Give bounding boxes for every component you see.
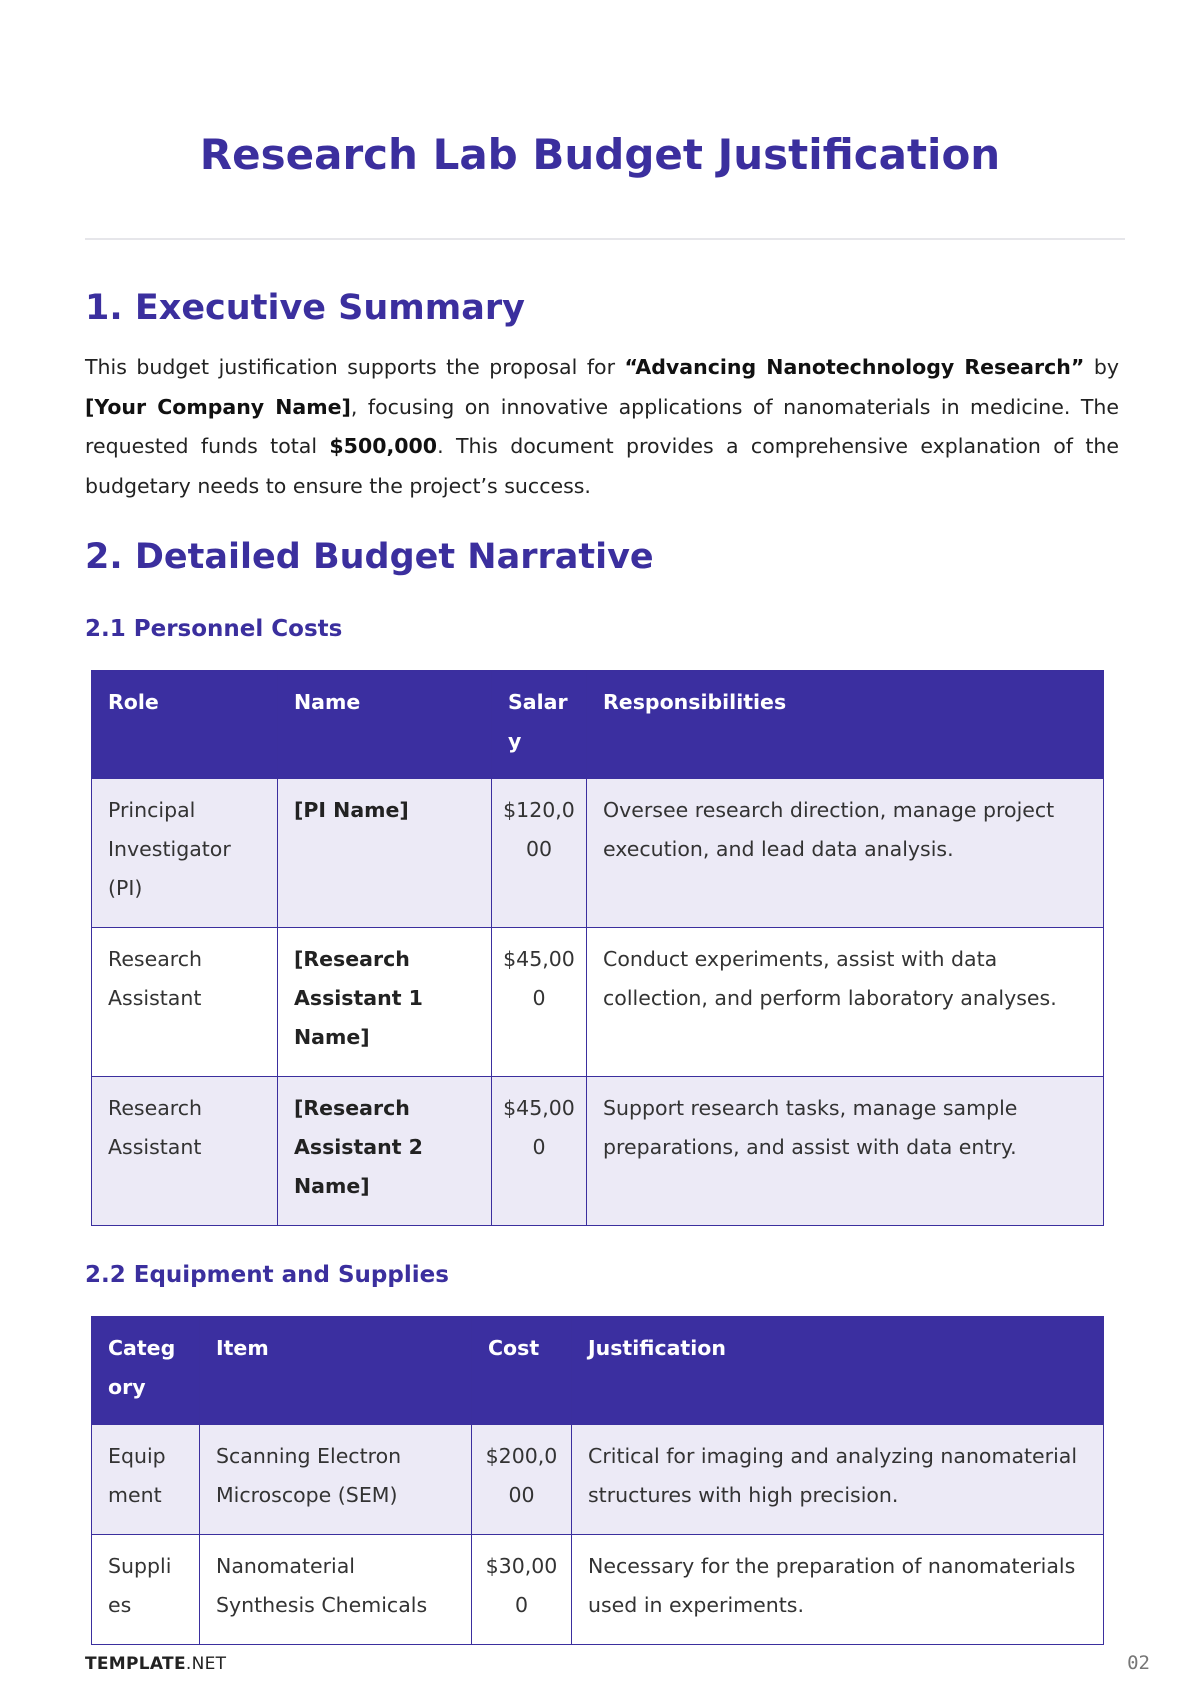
column-header-salary: Salary	[492, 671, 587, 779]
table-row	[92, 779, 1104, 928]
table-header-row	[92, 1317, 1104, 1425]
cell-justification: Necessary for the preparation of nanomaterials used in experiments.	[572, 1535, 1104, 1645]
page-number: 02	[1127, 1652, 1150, 1674]
table-row	[92, 928, 1104, 1077]
table-row	[92, 1425, 1104, 1535]
cell-name: [Research Assistant 2 Name]	[278, 1077, 492, 1226]
cell-role: Research Assistant	[92, 928, 278, 1077]
column-header-category: Category	[92, 1317, 200, 1425]
equipment-supplies-table	[91, 1316, 1104, 1645]
cell-category: Supplies	[92, 1535, 200, 1645]
personnel-costs-table	[91, 670, 1104, 1226]
cell-role: Research Assistant	[92, 1077, 278, 1226]
column-header-cost: Cost	[472, 1317, 572, 1425]
cell-item: Scanning Electron Microscope (SEM)	[200, 1425, 472, 1535]
cell-cost: $200,000	[472, 1425, 572, 1535]
cell-role: Principal Investigator (PI)	[92, 779, 278, 928]
table-row	[92, 1535, 1104, 1645]
cell-responsibilities: Oversee research direction, manage project execution, and lead data analysis.	[587, 779, 1104, 928]
column-header-item: Item	[200, 1317, 472, 1425]
document-title: Research Lab Budget Justification	[199, 130, 1001, 179]
footer-brand-logo: TEMPLATE.NET	[85, 1654, 227, 1674]
subsection-heading-personnel: 2.1 Personnel Costs	[85, 616, 343, 642]
section-heading-budget-narrative: 2. Detailed Budget Narrative	[85, 537, 654, 577]
cell-item: Nanomaterial Synthesis Chemicals	[200, 1535, 472, 1645]
cell-salary: $120,000	[492, 779, 587, 928]
subsection-heading-equipment: 2.2 Equipment and Supplies	[85, 1262, 449, 1288]
cell-responsibilities: Conduct experiments, assist with data collection, and perform laboratory analyses.	[587, 928, 1104, 1077]
column-header-name: Name	[278, 671, 492, 779]
column-header-role: Role	[92, 671, 278, 779]
cell-category: Equipment	[92, 1425, 200, 1535]
cell-name: [PI Name]	[278, 779, 492, 928]
cell-name: [Research Assistant 1 Name]	[278, 928, 492, 1077]
cell-justification: Critical for imaging and analyzing nanomaterial structures with high precision.	[572, 1425, 1104, 1535]
cell-salary: $45,000	[492, 1077, 587, 1226]
section-heading-executive-summary: 1. Executive Summary	[85, 288, 525, 328]
column-header-responsibilities: Responsibilities	[587, 671, 1104, 779]
title-divider	[85, 238, 1125, 240]
cell-responsibilities: Support research tasks, manage sample preparations, and assist with data entry.	[587, 1077, 1104, 1226]
table-header-row	[92, 671, 1104, 779]
column-header-justification: Justification	[572, 1317, 1104, 1425]
executive-summary-paragraph: This budget justification supports the proposal for “Advancing Nanotechnology Research” by [Your Company Name], focusing on innovative applications of nanomaterials in medicine. The requested funds total $500,000. This document provides a comprehensive explanation of the budgetary needs to ensure the project’s success.	[85, 355, 1120, 498]
cell-cost: $30,000	[472, 1535, 572, 1645]
table-row	[92, 1077, 1104, 1226]
cell-salary: $45,000	[492, 928, 587, 1077]
